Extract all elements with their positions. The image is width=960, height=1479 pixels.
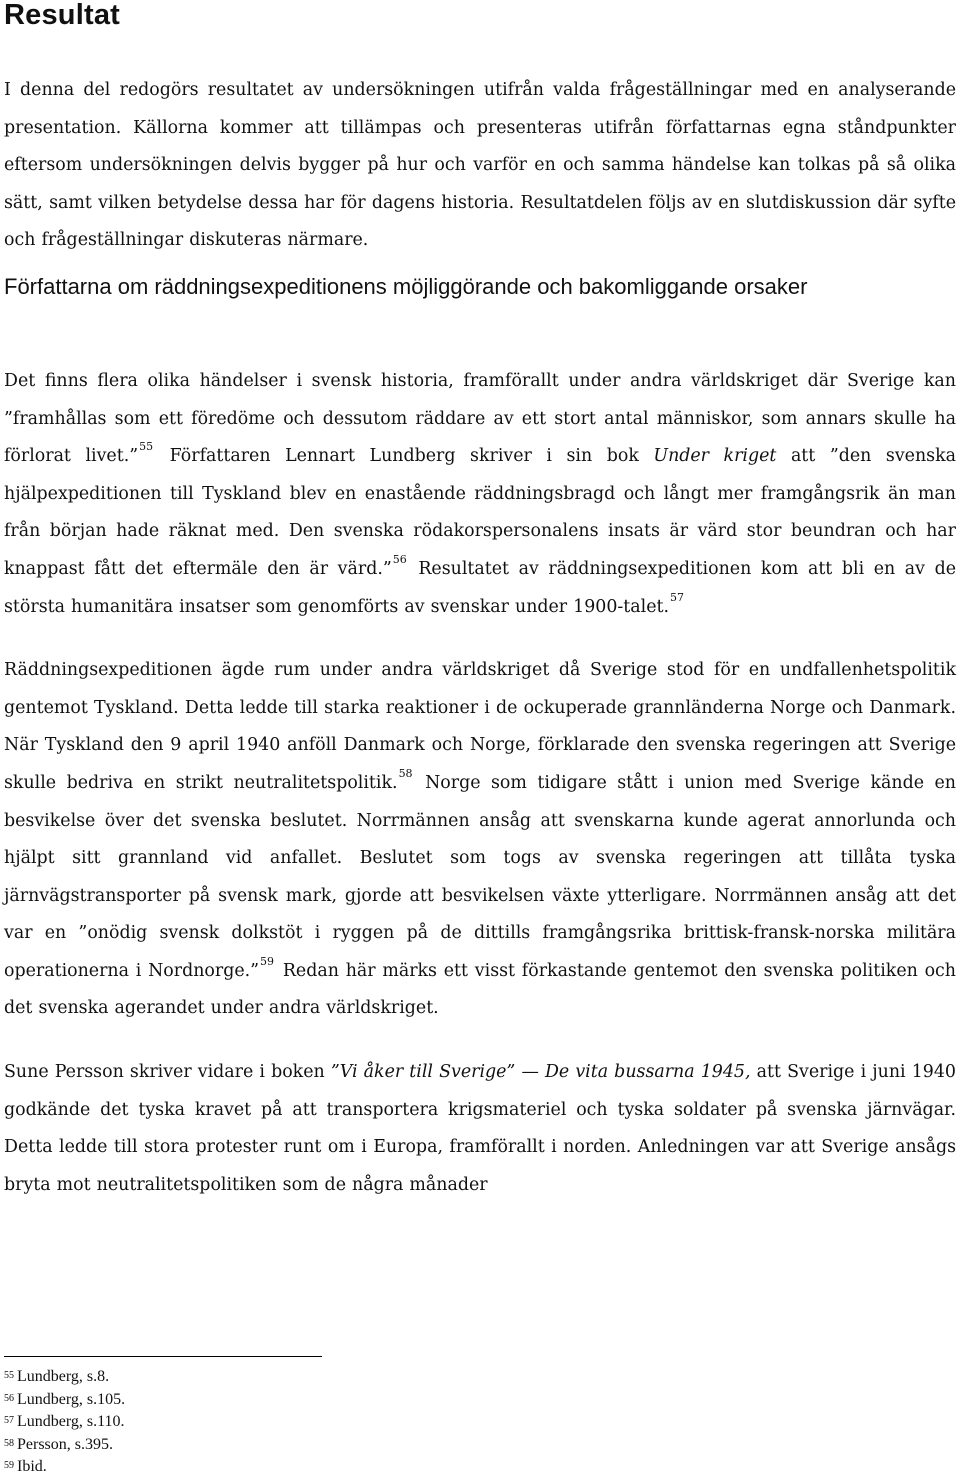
footnote-text: Persson, s.395. [17, 1435, 114, 1453]
footnote-divider [4, 1356, 322, 1357]
paragraph-1 [4, 363, 956, 626]
footnote-ref-59[interactable]: 59 [260, 954, 275, 968]
section-heading: Författarna om räddningsexpeditionens möjliggörande och bakomliggande orsaker [4, 273, 808, 299]
p2-text-a: Räddningsexpeditionen ägde rum under andra världskriget då Sverige stod för en undfallenhetspolitik gentemot Tyskland. Detta ledde till starka reaktioner i de ockuperade grannländerna Norge och Danmark. När Tyskland den 9 april 1940 anföll Danmark och Norge, förklarade den svenska regeringen att Sverige skulle bedriva en strikt neutralitetspolitik. [4, 660, 956, 793]
footnote-ref-57[interactable]: 57 [670, 590, 685, 604]
footnote-number: 59 [4, 1460, 14, 1472]
p3-text-a: Sune Persson skriver vidare i boken [4, 1062, 331, 1083]
intro-text-2: Resultatdelen följs av en slutdiskussion där syfte och frågeställningar diskuteras närmare. [4, 192, 957, 251]
p1-text-b: Författaren Lennart Lundberg skriver i sin bok [155, 446, 654, 467]
footnote-text: Lundberg, s.8. [17, 1368, 110, 1385]
page-title: Resultat [4, 0, 121, 31]
footnote-number: 56 [4, 1392, 14, 1404]
document-page [4, 0, 956, 1204]
footnotes [4, 1366, 125, 1479]
footnote-number: 58 [4, 1437, 14, 1449]
footnote-59 [4, 1456, 125, 1479]
p2-text-c: Redan här märks ett visst förkastande gentemot den svenska politiken och det svenska agerandet under andra världskriget. [4, 960, 956, 1019]
footnote-text: Ibid. [17, 1458, 47, 1476]
book-title-under-kriget: Under kriget [653, 446, 777, 467]
p1-text-a: Det finns flera olika händelser i svensk historia, framförallt under andra världskriget där Sverige kan ”framhållas som ett föredöme och dessutom räddare av ett stort antal människor, som annars skulle ha förlorat livet.” [4, 370, 956, 467]
book-title-vi-aker-till-sverige: ”Vi åker till Sverige” — De vita bussarna 1945, [330, 1062, 751, 1083]
paragraph-2 [4, 652, 956, 1028]
footnote-text: Lundberg, s.110. [17, 1413, 125, 1431]
footnote-number: 57 [4, 1415, 14, 1427]
footnote-ref-58[interactable]: 58 [398, 766, 413, 780]
paragraph-3 [4, 1054, 956, 1204]
footnote-ref-56[interactable]: 56 [392, 552, 407, 566]
p3-text-b: att Sverige i juni 1940 godkände det tyska kravet på att transportera krigsmateriel och tyska soldater på svenska järnvägar. Detta ledde till stora protester runt om i Europa, framförallt i norden. Anledningen var att Sverige ansågs bryta mot neutralitetspolitiken som de några månader [4, 1062, 956, 1195]
footnote-text: Lundberg, s.105. [17, 1390, 126, 1408]
footnote-57 [4, 1411, 125, 1434]
footnote-58 [4, 1434, 125, 1457]
p2-text-b: Norge som tidigare stått i union med Sverige kände en besvikelse över det svenska beslutet. Norrmännen ansåg att svenskarna kunde agerat annorlunda och hjälpt sitt grannland vid anfallet. Beslutet som togs av svenska regeringen att tillåta tyska järnvägstransporter på svensk mark, gjorde att besvikelsen växte ytterligare. Norrmännen ansåg att det var en ”onödig svensk dolkstöt i ryggen på de dittills framgångsrika brittisk-fransk-norska militära operationerna i Nordnorge.” [4, 772, 956, 981]
intro-paragraph [4, 72, 956, 260]
footnote-ref-55[interactable]: 55 [139, 440, 154, 454]
footnote-number: 55 [4, 1370, 14, 1381]
intro-text: I denna del redogörs resultatet av undersökningen utifrån valda frågeställningar med en analyserande presentation. Källorna kommer att tillämpas och presenteras utifrån författarnas egna ståndpunkter eftersom undersökningen delvis bygger på hur och varför en och samma händelse kan tolkas på så olika sätt, samt vilken betydelse dessa har för dagens historia. [4, 80, 956, 213]
footnote-55 [4, 1366, 125, 1389]
p1-text-d: Resultatet av räddningsexpeditionen kom att bli en av de största humanitära insatser som genomförts av svenskar under 1900-talet. [4, 558, 956, 617]
p1-text-c: att ”den svenska hjälpexpeditionen till Tyskland blev en enastående räddningsbragd och långt mer framgångsrik än man från början hade räknat med. Den svenska rödakorspersonalens insats är värd stor beundran och har knappast fått det eftermäle den är värd.” [4, 446, 956, 579]
footnote-56 [4, 1389, 125, 1412]
